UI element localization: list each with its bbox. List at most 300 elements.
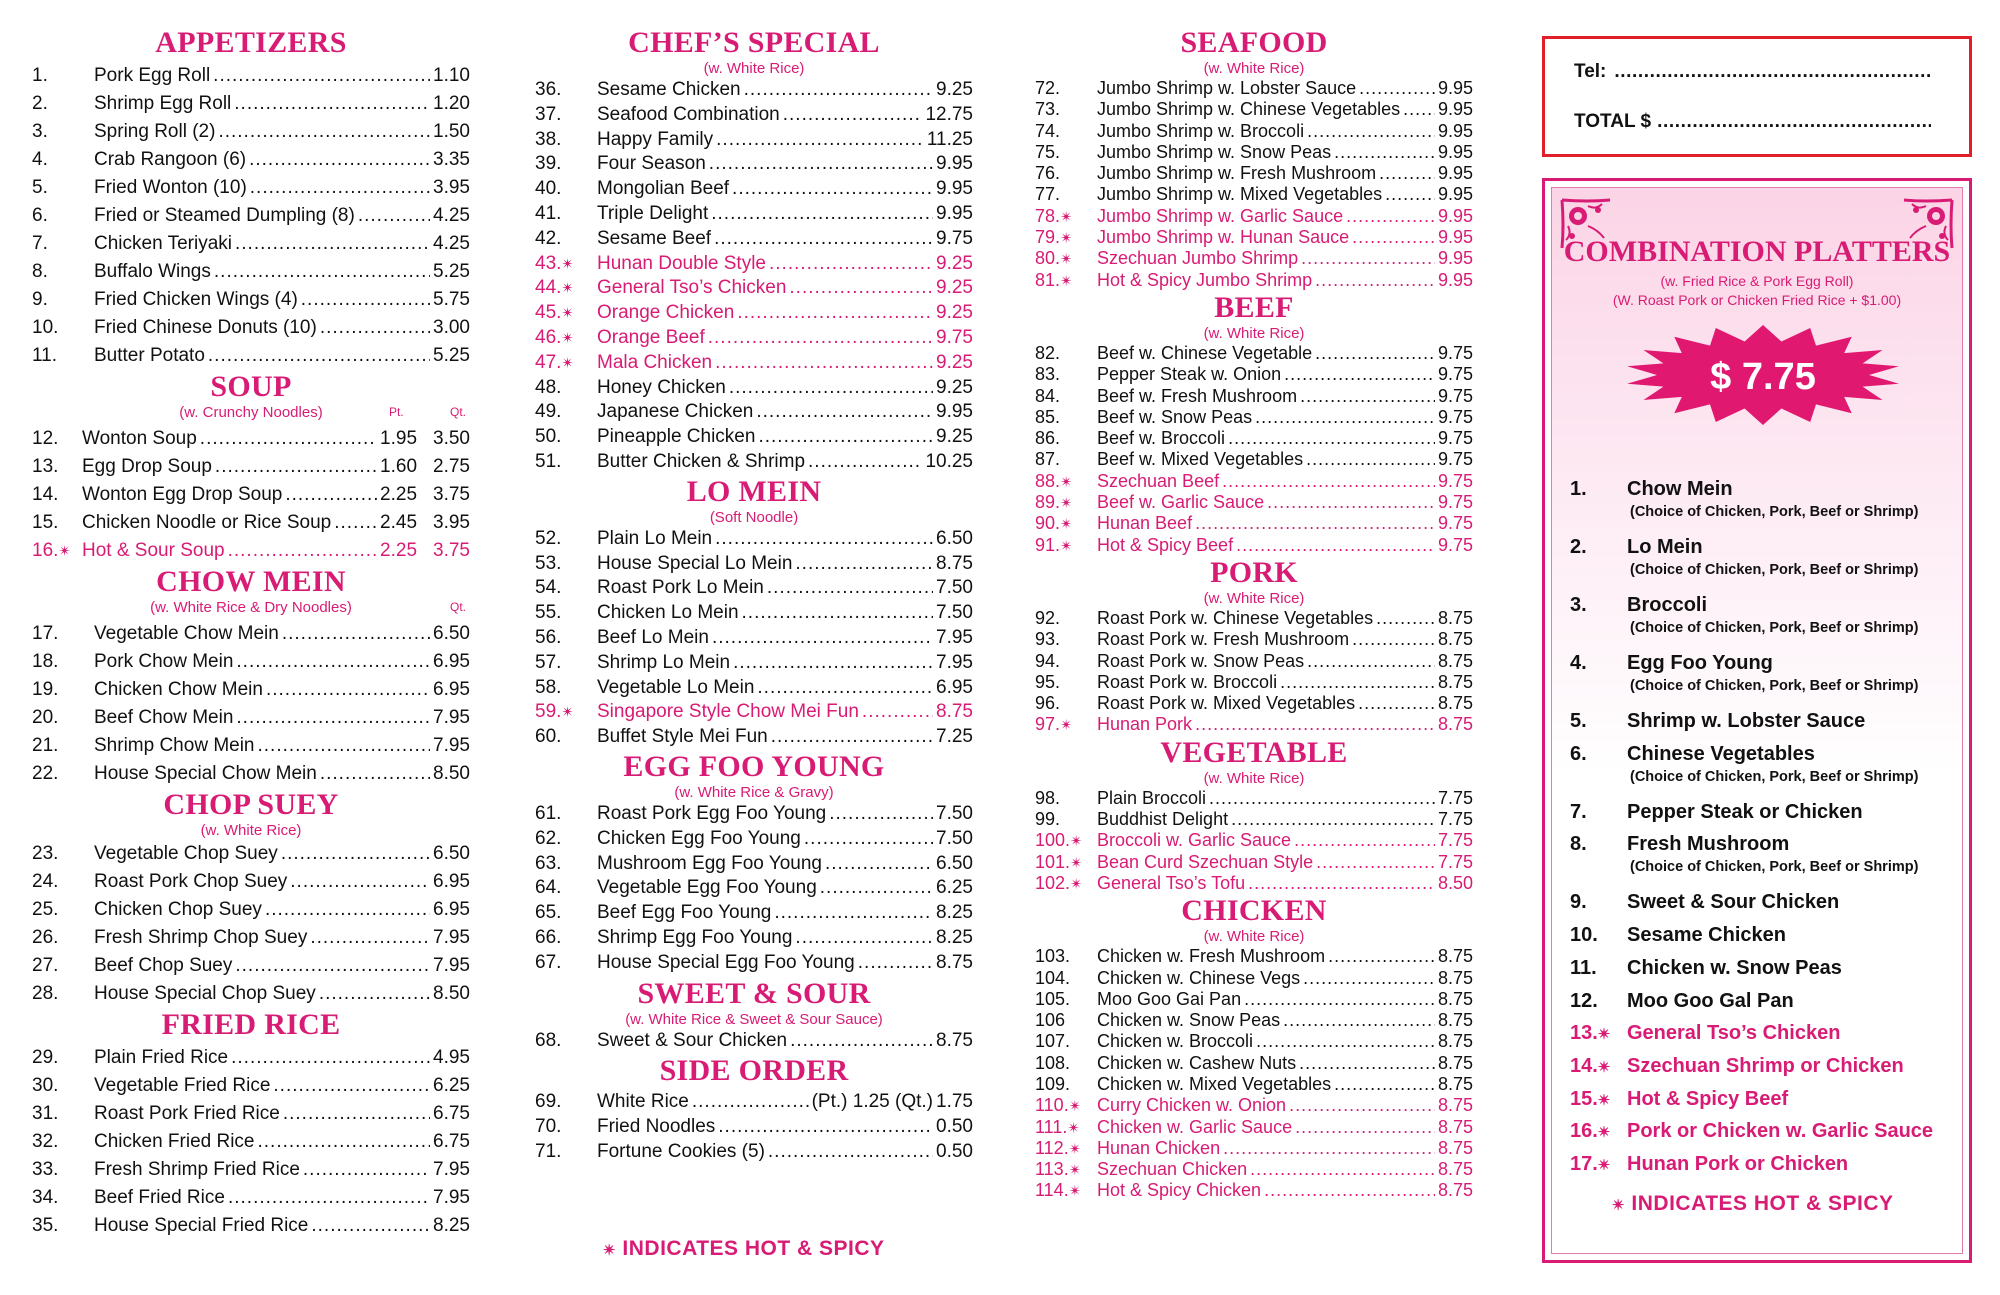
menu-section-sweet-sour (535, 976, 973, 1054)
menu-item[interactable] (535, 700, 973, 725)
item-number (535, 725, 597, 750)
chili-pepper-icon: ✴︎ (1597, 1091, 1611, 1109)
menu-item[interactable] (535, 601, 973, 626)
item-number (32, 620, 94, 648)
item-name: Four Season (597, 153, 706, 175)
menu-item[interactable] (535, 926, 973, 951)
menu-item[interactable] (32, 648, 470, 676)
item-pint-price: (Pt.) 1.25 (Qt.) (811, 1091, 934, 1113)
menu-item[interactable] (535, 1029, 973, 1054)
menu-section-beef (1035, 290, 1473, 556)
section-title: FRIED RICE (161, 1008, 341, 1041)
menu-item[interactable] (32, 286, 470, 314)
menu-item[interactable] (32, 230, 470, 258)
item-price: 10.25 (925, 450, 973, 472)
item-price: 7.50 (936, 827, 973, 849)
chili-pepper-icon: ✴︎ (1068, 1162, 1082, 1180)
menu-item[interactable] (1035, 386, 1473, 407)
item-number-text: 86. (1035, 428, 1061, 449)
menu-item[interactable] (32, 62, 470, 90)
item-price: 8.75 (936, 552, 973, 574)
item-number-text: 100. (1035, 830, 1071, 851)
total-label: TOTAL $ (1574, 111, 1652, 132)
menu-item[interactable] (32, 146, 470, 174)
combo-item-number-text: 15. (1570, 1087, 1598, 1110)
section-title: BEEF (1214, 290, 1294, 324)
dot-leader (715, 351, 933, 376)
menu-item[interactable] (32, 620, 470, 648)
item-number (32, 1212, 94, 1240)
menu-item[interactable] (535, 725, 973, 750)
combo-item-number (1570, 924, 1598, 947)
item-price: 9.25 (936, 351, 973, 373)
dot-leader (310, 924, 430, 952)
combo-item-number (1570, 891, 1587, 914)
menu-item[interactable] (535, 651, 973, 676)
menu-item[interactable] (32, 1100, 470, 1128)
item-number-text: 77. (1035, 184, 1061, 205)
menu-item[interactable] (32, 509, 470, 537)
item-price: 9.95 (936, 202, 973, 224)
menu-item[interactable] (535, 276, 973, 301)
item-name: Singapore Style Chow Mei Fun (597, 701, 859, 723)
dot-leader (790, 1029, 933, 1054)
menu-item[interactable] (535, 852, 973, 877)
menu-item[interactable] (32, 980, 470, 1008)
dot-leader (1379, 163, 1435, 184)
item-price: 9.75 (1437, 364, 1473, 385)
item-name: Jumbo Shrimp w. Garlic Sauce (1097, 205, 1344, 226)
menu-item[interactable] (535, 676, 973, 701)
item-name: Hunan Double Style (597, 252, 766, 274)
item-number-text: 69. (535, 1091, 562, 1113)
menu-item[interactable] (535, 1115, 973, 1140)
combo-item-choice: (Choice of Chicken, Pork, Beef or Shrimp) (1630, 620, 1919, 636)
dot-leader (249, 146, 430, 174)
dot-leader (236, 704, 430, 732)
item-price: 8.75 (1437, 1073, 1473, 1094)
menu-item[interactable] (535, 552, 973, 577)
item-number (535, 901, 597, 926)
menu-item[interactable] (535, 802, 973, 827)
dot-leader (1307, 121, 1435, 142)
menu-item[interactable] (1035, 1138, 1473, 1159)
menu-item[interactable] (32, 202, 470, 230)
combo-item-number-text: 4. (1570, 652, 1587, 674)
menu-item[interactable] (32, 258, 470, 286)
menu-item[interactable] (32, 314, 470, 342)
menu-item[interactable] (32, 1128, 470, 1156)
item-number-text: 23. (32, 843, 59, 864)
menu-item[interactable] (1035, 714, 1473, 735)
menu-item[interactable] (535, 301, 973, 326)
menu-item[interactable] (32, 676, 470, 704)
item-number-text: 17. (32, 623, 59, 644)
menu-item[interactable] (32, 537, 470, 565)
menu-item[interactable] (1035, 608, 1473, 629)
item-name: Chicken Lo Mein (597, 602, 739, 624)
menu-item[interactable] (535, 227, 973, 252)
item-number (32, 62, 94, 90)
dot-leader (1315, 343, 1435, 364)
dot-leader (1385, 184, 1435, 205)
menu-item[interactable] (32, 952, 470, 980)
dot-leader (744, 78, 933, 103)
menu-item[interactable] (535, 1090, 973, 1115)
item-number (535, 951, 597, 976)
combo-item-number-text: 5. (1570, 710, 1587, 732)
combo-item-choice: (Choice of Chicken, Pork, Beef or Shrimp) (1630, 859, 1919, 876)
dot-leader (234, 90, 430, 118)
combo-item-number (1570, 1120, 1610, 1143)
dot-leader (783, 103, 923, 128)
item-price: 7.95 (433, 707, 470, 728)
menu-item[interactable] (1035, 672, 1473, 693)
menu-item[interactable] (1035, 1180, 1473, 1201)
item-number-text: 81. (1035, 269, 1061, 290)
item-price: 8.75 (1437, 650, 1473, 671)
item-number (1035, 1159, 1097, 1181)
menu-item[interactable] (1035, 270, 1473, 291)
menu-item[interactable] (535, 202, 973, 227)
total-line[interactable] (1574, 111, 1931, 133)
item-number (1035, 672, 1097, 693)
menu-item[interactable] (1035, 407, 1473, 428)
item-number-text: 105. (1035, 988, 1071, 1009)
item-name: Orange Beef (597, 326, 705, 348)
menu-section-soup (32, 372, 470, 565)
menu-item[interactable] (32, 896, 470, 924)
dot-leader (1294, 830, 1435, 851)
dot-leader (320, 314, 430, 342)
item-number (535, 376, 597, 401)
menu-item[interactable] (32, 924, 470, 952)
menu-section-fried-rice (32, 1010, 470, 1240)
dot-leader (200, 425, 377, 453)
menu-item[interactable] (32, 1184, 470, 1212)
chili-pepper-icon: ✴︎ (561, 704, 574, 722)
menu-item[interactable] (535, 425, 973, 450)
menu-item[interactable] (1035, 99, 1473, 120)
item-number (535, 1090, 597, 1115)
dot-leader (858, 951, 933, 976)
menu-item[interactable] (535, 450, 973, 475)
dot-leader (281, 840, 430, 868)
item-number-text: 68. (535, 1029, 562, 1051)
menu-section-pork (1035, 555, 1473, 736)
menu-list (535, 802, 973, 976)
item-number (1035, 788, 1097, 809)
item-name: Pepper Steak w. Onion (1097, 364, 1282, 385)
menu-item[interactable] (535, 400, 973, 425)
menu-item[interactable] (1035, 1074, 1473, 1095)
menu-item[interactable] (1035, 364, 1473, 385)
menu-item[interactable] (1035, 989, 1473, 1010)
menu-item[interactable] (535, 78, 973, 103)
item-number-text: 41. (535, 202, 562, 224)
item-price: 8.75 (936, 951, 973, 973)
menu-item[interactable] (1035, 1117, 1473, 1138)
menu-item[interactable] (1035, 830, 1473, 851)
menu-item[interactable] (32, 1072, 470, 1100)
price-starburst (1619, 323, 1907, 428)
item-number-text: 10. (32, 317, 59, 338)
item-number-text: 7. (32, 233, 48, 254)
item-name: Vegetable Chow Mein (94, 623, 279, 644)
menu-item[interactable] (1035, 449, 1473, 470)
menu-item[interactable] (1035, 535, 1473, 556)
menu-item[interactable] (535, 876, 973, 901)
item-number-text: 59. (535, 701, 562, 723)
item-number (535, 926, 597, 951)
item-number-text: 107. (1035, 1031, 1071, 1052)
menu-item[interactable] (32, 1156, 470, 1184)
dot-leader (1359, 78, 1435, 99)
item-price: 9.95 (1437, 141, 1473, 162)
item-name: Fortune Cookies (5) (597, 1140, 765, 1162)
item-number-text: 6. (32, 205, 48, 226)
dot-leader (1306, 449, 1435, 470)
item-number (1035, 830, 1097, 852)
dot-leader (774, 901, 933, 926)
menu-item[interactable] (1035, 343, 1473, 364)
menu-item[interactable] (1035, 163, 1473, 184)
item-price: 6.95 (433, 651, 470, 672)
item-number (32, 481, 82, 509)
menu-item[interactable] (32, 704, 470, 732)
menu-item[interactable] (1035, 184, 1473, 205)
menu-column-2 (535, 28, 973, 1165)
menu-item[interactable] (535, 128, 973, 153)
menu-item[interactable] (32, 174, 470, 202)
item-number-text: 32. (32, 1131, 59, 1152)
item-name: Roast Pork w. Mixed Vegetables (1097, 693, 1356, 714)
item-number (1035, 513, 1097, 535)
menu-item[interactable] (1035, 142, 1473, 163)
dot-leader (250, 174, 430, 202)
menu-item[interactable] (535, 351, 973, 376)
menu-item[interactable] (535, 1140, 973, 1165)
dot-leader (285, 481, 377, 509)
item-name: Mongolian Beef (597, 178, 730, 200)
item-price: 8.75 (1437, 988, 1473, 1009)
menu-item[interactable] (535, 527, 973, 552)
item-name: Broccoli w. Garlic Sauce (1097, 830, 1292, 851)
combo-item-choice: (Choice of Chicken, Pork, Beef or Shrimp) (1630, 768, 1919, 785)
menu-item[interactable] (1035, 629, 1473, 650)
item-number (1035, 184, 1097, 205)
item-number-text: 71. (535, 1140, 562, 1162)
item-price: 7.75 (1437, 830, 1473, 851)
item-price: 8.75 (1437, 714, 1473, 735)
menu-item[interactable] (1035, 852, 1473, 873)
item-price: 8.75 (936, 1029, 973, 1051)
item-number (32, 202, 94, 230)
dot-leader (1264, 1180, 1435, 1201)
dot-leader (218, 118, 430, 146)
dot-leader (265, 896, 430, 924)
chili-pepper-icon: ✴︎ (561, 329, 574, 347)
item-price: 9.95 (1437, 248, 1473, 269)
menu-item[interactable] (32, 453, 470, 481)
dot-leader (236, 648, 430, 676)
item-name: Beef w. Broccoli (1097, 428, 1226, 449)
item-price: 9.95 (1437, 227, 1473, 248)
combo-item-number-text: 3. (1570, 594, 1587, 616)
menu-item[interactable] (32, 118, 470, 146)
combo-item-number-text: 12. (1570, 989, 1598, 1012)
item-name: Orange Chicken (597, 302, 735, 324)
combo-item-number-text: 14. (1570, 1054, 1598, 1077)
combo-item-name: Pepper Steak or Chicken (1627, 800, 1863, 823)
item-name: Wonton Egg Drop Soup (82, 484, 283, 505)
menu-item[interactable] (1035, 1053, 1473, 1074)
item-number-text: 5. (32, 177, 48, 198)
menu-item[interactable] (535, 326, 973, 351)
menu-item[interactable] (1035, 248, 1473, 269)
item-name: Chicken Egg Foo Young (597, 827, 801, 849)
item-number-text: 110. (1035, 1095, 1069, 1116)
chili-pepper-icon: ✴︎ (1597, 1157, 1611, 1174)
item-name: Shrimp Chow Mein (94, 735, 255, 756)
menu-item[interactable] (32, 732, 470, 760)
item-name: Roast Pork w. Chinese Vegetables (1097, 607, 1374, 628)
item-name: Honey Chicken (597, 376, 726, 398)
menu-item[interactable] (535, 626, 973, 651)
menu-item[interactable] (1035, 227, 1473, 248)
item-name: Chicken w. Broccoli (1097, 1031, 1254, 1052)
item-price: 1.60 (380, 456, 418, 477)
menu-item[interactable] (1035, 206, 1473, 227)
item-number (535, 326, 597, 352)
menu-item[interactable] (535, 376, 973, 401)
combo-item-name: Sesame Chicken (1627, 924, 1786, 947)
dot-leader (715, 527, 933, 552)
menu-item[interactable] (1035, 1031, 1473, 1052)
menu-item[interactable] (1035, 471, 1473, 492)
menu-item[interactable] (32, 90, 470, 118)
menu-item[interactable] (535, 252, 973, 277)
item-number (535, 1029, 597, 1054)
chili-pepper-icon: ✴︎ (1060, 473, 1073, 491)
item-name: Chicken Teriyaki (94, 233, 232, 254)
item-number (32, 704, 94, 732)
combo-subtitle: (w. Fried Rice & Pork Egg Roll) (1660, 273, 1854, 289)
menu-item[interactable] (1035, 1159, 1473, 1180)
item-number (32, 118, 94, 146)
menu-item[interactable] (1035, 946, 1473, 967)
item-name: Fresh Shrimp Chop Suey (94, 927, 308, 948)
item-number-text: 52. (535, 527, 562, 549)
menu-item[interactable] (32, 1044, 470, 1072)
menu-item[interactable] (535, 827, 973, 852)
menu-item[interactable] (32, 840, 470, 868)
chili-pepper-icon: ✴︎ (1060, 516, 1073, 534)
item-number (535, 128, 597, 153)
section-title: CHICKEN (1181, 894, 1327, 928)
combo-price: $ 7.75 (1710, 356, 1816, 398)
menu-item[interactable] (535, 576, 973, 601)
menu-item[interactable] (535, 901, 973, 926)
dot-leader (1299, 1053, 1435, 1074)
dot-leader (283, 1100, 430, 1128)
tel-line[interactable] (1574, 61, 1931, 83)
menu-item[interactable] (32, 868, 470, 896)
menu-item[interactable] (1035, 1095, 1473, 1116)
menu-item[interactable] (1035, 968, 1473, 989)
chili-pepper-icon: ✴︎ (561, 255, 574, 273)
menu-item[interactable] (32, 760, 470, 788)
menu-list (1035, 608, 1473, 736)
item-number (1035, 343, 1097, 364)
dot-leader (758, 425, 933, 450)
menu-item[interactable] (1035, 873, 1473, 894)
item-price: 9.95 (1437, 99, 1473, 120)
menu-item[interactable] (1035, 428, 1473, 449)
section-subtitle: (w. White Rice) (1203, 928, 1305, 946)
item-number (535, 827, 597, 852)
item-price: 9.25 (936, 376, 973, 398)
item-price: 9.25 (936, 302, 973, 324)
item-price: 9.75 (1437, 513, 1473, 534)
section-title: SEAFOOD (1180, 26, 1328, 59)
menu-item[interactable] (535, 103, 973, 128)
item-number (1035, 852, 1097, 874)
menu-item[interactable] (1035, 809, 1473, 830)
menu-item[interactable] (32, 342, 470, 370)
menu-item[interactable] (1035, 693, 1473, 714)
item-number (1035, 248, 1097, 270)
combo-item-number (1570, 1088, 1610, 1111)
item-number-text: 25. (32, 899, 59, 920)
item-name: Beef w. Garlic Sauce (1097, 492, 1265, 513)
item-price: 9.25 (936, 252, 973, 274)
menu-item[interactable] (1035, 78, 1473, 99)
item-number-text: 72. (1035, 78, 1061, 98)
combo-item-number (1570, 957, 1597, 980)
section-title: SOUP (210, 370, 292, 403)
menu-item[interactable] (1035, 121, 1473, 142)
menu-item[interactable] (535, 177, 973, 202)
menu-item[interactable] (32, 1212, 470, 1240)
menu-item[interactable] (1035, 492, 1473, 513)
item-price: 9.95 (936, 401, 973, 423)
menu-item[interactable] (32, 481, 470, 509)
section-subtitle: (w. White Rice) (1203, 324, 1305, 342)
item-name: General Tso’s Tofu (1097, 872, 1246, 893)
dot-leader (709, 152, 933, 177)
item-name: Hot & Spicy Jumbo Shrimp (1097, 269, 1313, 290)
menu-item[interactable] (1035, 1010, 1473, 1031)
item-name: House Special Egg Foo Young (597, 951, 855, 973)
item-name: Roast Pork Lo Mein (597, 577, 764, 599)
menu-list (1035, 788, 1473, 894)
menu-item[interactable] (1035, 651, 1473, 672)
dot-leader (258, 732, 431, 760)
item-number-text: 101. (1035, 851, 1071, 872)
menu-item[interactable] (535, 152, 973, 177)
item-name: Jumbo Shrimp w. Mixed Vegetables (1097, 184, 1383, 205)
item-price: 2.25 (380, 484, 418, 505)
dot-leader (1284, 364, 1435, 385)
menu-item[interactable] (1035, 788, 1473, 809)
menu-item[interactable] (535, 951, 973, 976)
combo-item-name: Chow Mein (1627, 478, 1733, 500)
item-price: 1.20 (433, 93, 470, 114)
menu-item[interactable] (1035, 513, 1473, 534)
item-price: 8.75 (1437, 693, 1473, 714)
menu-item[interactable] (32, 425, 470, 453)
